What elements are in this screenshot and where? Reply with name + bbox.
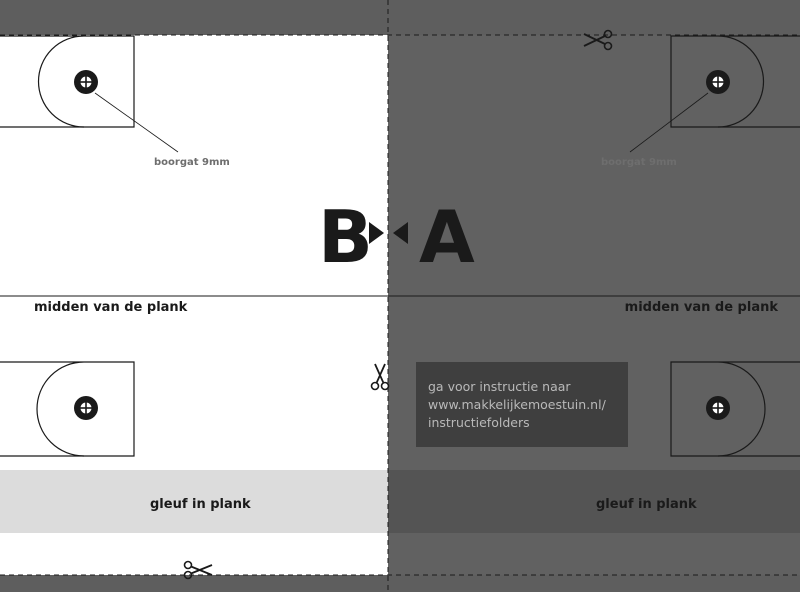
- groove-label-right: gleuf in plank: [596, 497, 697, 512]
- hole-label-left: boorgat 9mm: [154, 157, 230, 168]
- groove-label-left: gleuf in plank: [150, 497, 251, 512]
- instruction-url[interactable]: www.makkelijkemoestuin.nl/: [428, 397, 606, 412]
- middle-label-right: midden van de plank: [624, 300, 778, 315]
- hole-label-right: boorgat 9mm: [601, 157, 677, 168]
- letter-b: B: [318, 195, 373, 279]
- screw-hole-icon: [706, 70, 730, 94]
- screw-hole-icon: [74, 396, 98, 420]
- top-band: [0, 0, 800, 35]
- letter-a: A: [419, 195, 475, 279]
- instruction-url-path[interactable]: instructiefolders: [428, 415, 530, 430]
- middle-label-left: midden van de plank: [34, 300, 188, 315]
- bottom-band: [0, 575, 800, 592]
- instruction-line-1: ga voor instructie naar: [428, 379, 571, 394]
- screw-hole-icon: [74, 70, 98, 94]
- instruction-box: [416, 362, 628, 447]
- screw-hole-icon: [706, 396, 730, 420]
- groove-band-right: [388, 470, 800, 533]
